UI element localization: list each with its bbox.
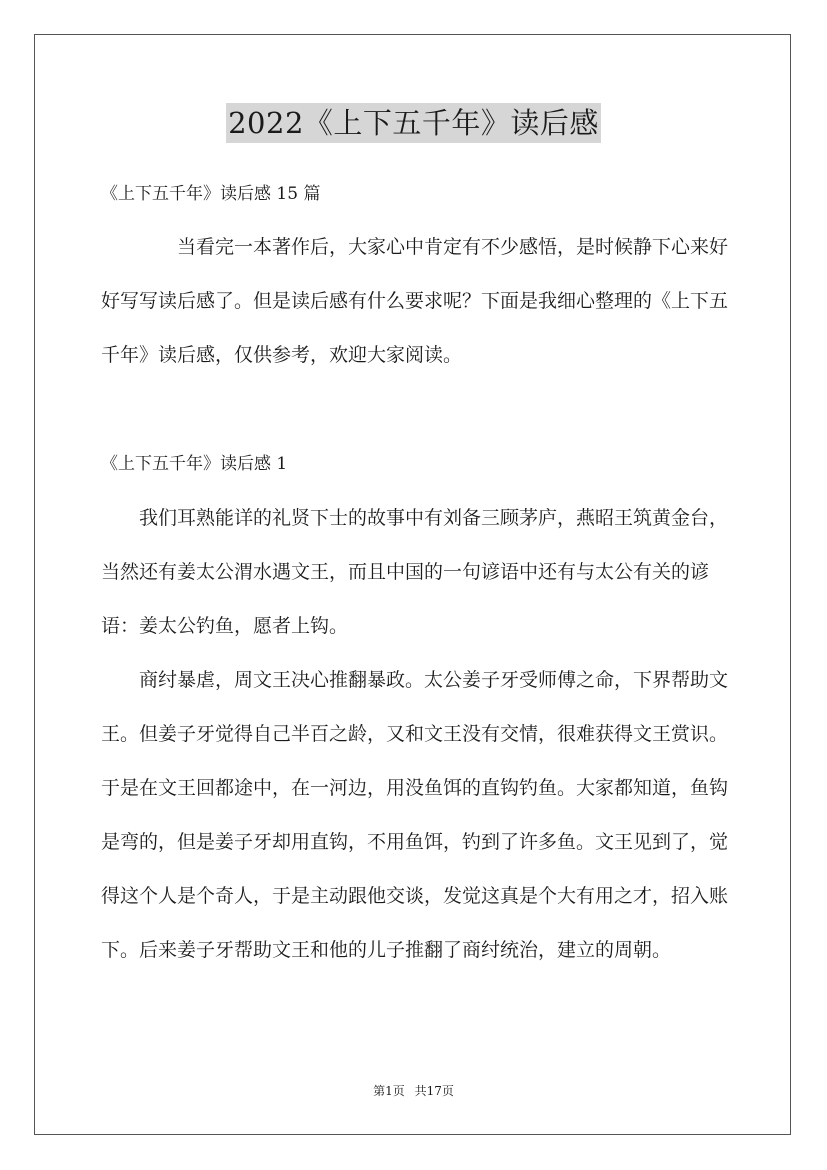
document-subtitle: 《上下五千年》读后感 15 篇 xyxy=(101,184,321,204)
intro-paragraph: 当看完一本著作后，大家心中肯定有不少感悟，是时候静下心来好好写写读后感了。但是读后感有什么要求呢？下面是我细心整理的《上下五千年》读后感，仅供参考，欢迎大家阅读。 xyxy=(101,236,729,366)
body-paragraph-2: 商纣暴虐，周文王决心推翻暴政。太公姜子牙受师傅之命，下界帮助文王。但姜子牙觉得自己半百之龄，又和文王没有交情，很难获得文王赏识。于是在文王回都途中，在一河边，用没鱼饵的直钩钓鱼。大家都知道，鱼钩是弯的，但是姜子牙却用直钩，不用鱼饵，钓到了许多鱼。文王见到了，觉得这个人是个奇人，于是主动跟他交谈，发觉这真是个大有用之才，招入账下。后来姜子牙帮助文王和他的儿子推翻了商纣统治，建立的周朝。 xyxy=(101,669,729,961)
page-number: 第1页 xyxy=(373,1084,405,1098)
document-title: 2022《上下五千年》读后感 xyxy=(226,103,601,143)
page-footer xyxy=(0,1083,827,1099)
title-container xyxy=(0,103,827,143)
page-total: 共17页 xyxy=(414,1084,454,1098)
section-heading: 《上下五千年》读后感 1 xyxy=(101,454,288,474)
body-paragraph-1: 我们耳熟能详的礼贤下士的故事中有刘备三顾茅庐，燕昭王筑黄金台，当然还有姜太公渭水遇文王，而且中国的一句谚语中还有与太公有关的谚语：姜太公钓鱼，愿者上钩。 xyxy=(101,507,729,637)
